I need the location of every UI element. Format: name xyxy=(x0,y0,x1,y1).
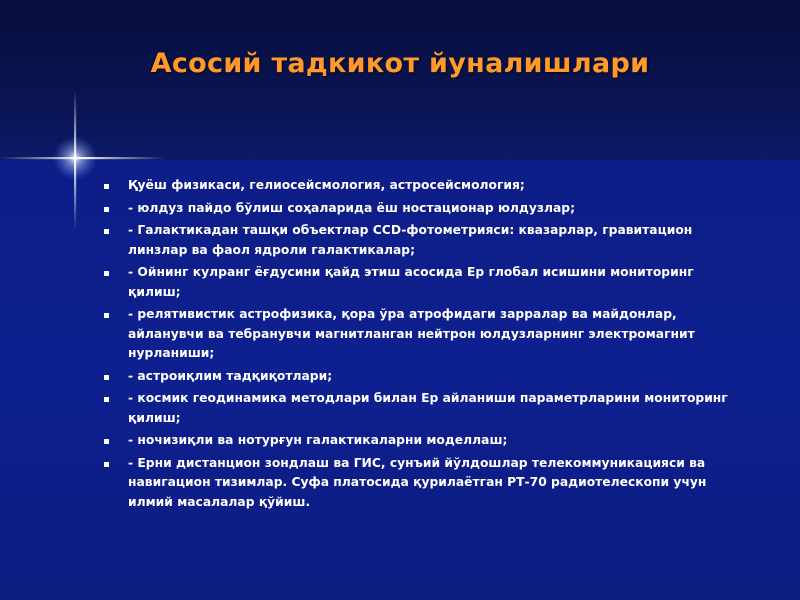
list-item-text: - юлдуз пайдо бўлиш соҳаларида ёш ностационар юлдузлар; xyxy=(128,200,576,215)
list-item xyxy=(104,367,744,387)
list-item-text: - ночизиқли ва нотурғун галактикаларни моделлаш; xyxy=(128,433,508,447)
list-item xyxy=(104,389,744,428)
square-bullet-icon xyxy=(104,184,109,189)
square-bullet-icon xyxy=(104,271,109,276)
square-bullet-icon xyxy=(104,397,109,402)
list-item-text: - релятивистик астрофизика, қора ўра атрофидаги зарралар ва майдонлар, айланувчи ва тебранувчи магнитланган нейтрон юлдузларнинг электромагнит нурланиши; xyxy=(128,307,695,360)
list-item-text: - Галактикадан ташқи объектлар CCD-фотометрияси: квазарлар, гравитацион линзлар ва фаол ядроли галактикалар; xyxy=(128,223,693,257)
header-band xyxy=(0,0,800,165)
square-bullet-icon xyxy=(104,439,109,444)
list-item xyxy=(104,431,744,451)
slide-title: Асосий тадкикот йуналишлари xyxy=(150,48,650,79)
list-item xyxy=(104,263,744,302)
list-item xyxy=(104,176,744,196)
list-item xyxy=(104,199,744,219)
square-bullet-icon xyxy=(104,229,109,234)
list-item-text: - Ерни дистанцион зондлаш ва ГИС, сунъий йўлдошлар телекоммуникацияси ва навигацион тизимлар. Суфа платосида қурилаётган РТ-70 радиотелескопи учун илмий масалалар қўйиш. xyxy=(128,455,707,509)
list-item xyxy=(104,305,744,364)
bullet-list xyxy=(104,176,744,515)
list-item-text: - космик геодинамика методлари билан Ер айланиши параметрларини мониторинг қилиш; xyxy=(128,391,728,425)
list-item-text: Қуёш физикаси, гелиосейсмология, астросейсмология; xyxy=(128,178,525,192)
list-item-text: - астроиқлим тадқиқотлари; xyxy=(128,368,333,383)
square-bullet-icon xyxy=(104,375,109,380)
list-item-text: - Ойнинг кулранг ёғдусини қайд этиш асосида Ер глобал исишини мониторинг қилиш; xyxy=(128,265,694,299)
list-item xyxy=(104,454,744,513)
square-bullet-icon xyxy=(104,462,109,467)
square-bullet-icon xyxy=(104,313,109,318)
list-item xyxy=(104,221,744,260)
square-bullet-icon xyxy=(104,207,109,212)
